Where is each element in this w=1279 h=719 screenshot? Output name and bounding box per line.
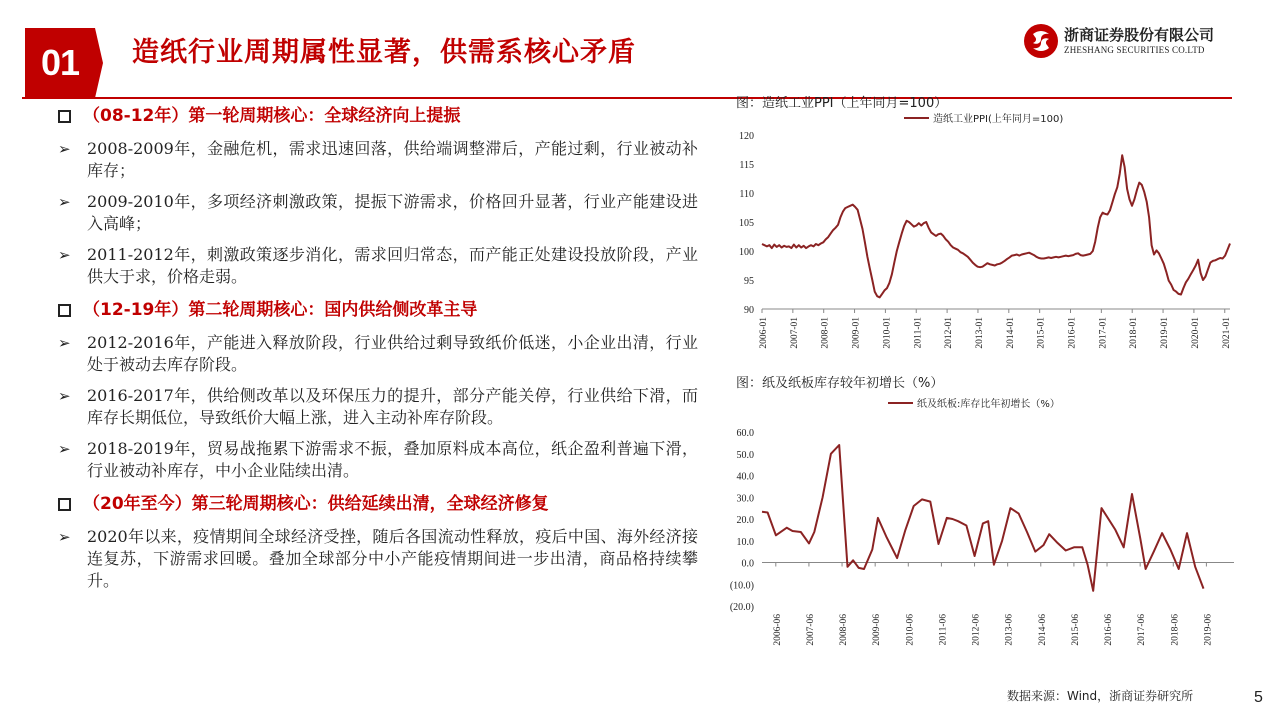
x-tick-label: 2019-06 xyxy=(1203,614,1214,646)
y-tick-label: 105 xyxy=(739,218,754,229)
arrow-bullet-icon: ➢ xyxy=(58,334,71,352)
x-tick-label: 2015-06 xyxy=(1070,614,1081,646)
checkbox-square-icon xyxy=(58,110,71,123)
arrow-bullet-icon: ➢ xyxy=(58,528,71,546)
bullet-item: ➢ 2011-2012年，刺激政策逐步消化，需求回归常态，而产能正处建设投放阶段，产业供大于求，价格走弱。 xyxy=(58,245,698,286)
x-tick-label: 2014-01 xyxy=(1005,317,1016,349)
x-tick-label: 2013-01 xyxy=(974,317,985,349)
y-tick-label: 95 xyxy=(744,276,754,287)
x-tick-label: 2017-06 xyxy=(1137,614,1148,646)
section-heading-2: （12-19年）第二轮周期核心：国内供给侧改革主导 xyxy=(58,297,698,323)
series-line xyxy=(762,445,1204,591)
checkbox-square-icon xyxy=(58,498,71,511)
y-tick-label: 115 xyxy=(739,160,754,171)
logo-company-name-en: ZHESHANG SECURITIES CO.LTD xyxy=(1064,44,1205,55)
x-tick-label: 2009-06 xyxy=(872,614,883,646)
x-tick-label: 2011-06 xyxy=(938,614,949,646)
bullet-item: ➢ 2012-2016年，产能进入释放阶段，行业供给过剩导致纸价低迷，小企业出清，行业处于被动去库存阶段。 xyxy=(58,333,698,374)
page-number: 5 xyxy=(1254,689,1263,706)
company-logo xyxy=(1024,24,1214,58)
y-tick-label: (10.0) xyxy=(729,580,754,592)
bullet-item: ➢ 2016-2017年，供给侧改革以及环保压力的提升，部分产能关停，行业供给下滑，而库存长期低位，导致纸价大幅上涨，进入主动补库存阶段。 xyxy=(58,386,698,427)
y-tick-label: 90 xyxy=(744,305,754,316)
x-tick-label: 2008-06 xyxy=(839,614,850,646)
x-tick-label: 2015-01 xyxy=(1036,317,1047,349)
y-tick-label: 120 xyxy=(739,131,754,142)
y-tick-label: 0.0 xyxy=(741,558,754,570)
x-tick-label: 2007-06 xyxy=(805,614,816,646)
chart-1-title: 图：造纸工业PPI（上年同月=100） xyxy=(736,96,948,111)
y-tick-label: 60.0 xyxy=(736,428,754,439)
text-content xyxy=(58,103,698,601)
x-tick-label: 2010-06 xyxy=(905,614,916,646)
page-title: 造纸行业周期属性显著，供需系核心矛盾 xyxy=(132,37,636,68)
data-source-note: 数据来源：Wind，浙商证券研究所 xyxy=(1007,689,1194,703)
y-tick-label: 20.0 xyxy=(736,515,754,526)
x-tick-label: 2010-01 xyxy=(882,317,893,349)
x-tick-label: 2017-01 xyxy=(1098,317,1109,349)
checkbox-square-icon xyxy=(58,304,71,317)
x-tick-label: 2018-06 xyxy=(1170,614,1181,646)
x-tick-label: 2012-06 xyxy=(971,614,982,646)
header-divider xyxy=(22,97,1232,99)
x-tick-label: 2011-01 xyxy=(913,317,924,349)
logo-company-name-cn: 浙商证券股份有限公司 xyxy=(1064,25,1215,44)
x-tick-label: 2021-01 xyxy=(1221,317,1232,349)
x-tick-label: 2008-01 xyxy=(820,317,831,349)
chart-2-legend: 纸及纸板:库存比年初增长（%） xyxy=(888,395,1060,410)
x-tick-label: 2016-06 xyxy=(1104,614,1115,646)
legend-line-icon xyxy=(888,402,913,404)
arrow-bullet-icon: ➢ xyxy=(58,246,71,264)
bullet-item: ➢ 2018-2019年，贸易战拖累下游需求不振，叠加原料成本高位，纸企盈利普遍下滑，行业被动补库存，中小企业陆续出清。 xyxy=(58,439,698,480)
x-tick-label: 2020-01 xyxy=(1190,317,1201,349)
section-heading-1: （08-12年）第一轮周期核心：全球经济向上提振 xyxy=(58,103,698,129)
x-tick-label: 2006-06 xyxy=(772,614,783,646)
logo-icon xyxy=(1024,24,1058,58)
x-tick-label: 2014-06 xyxy=(1037,614,1048,646)
chart-2-title: 图：纸及纸板库存较年初增长（%） xyxy=(736,376,944,391)
x-tick-label: 2012-01 xyxy=(944,317,955,349)
arrow-bullet-icon: ➢ xyxy=(58,193,71,211)
x-tick-label: 2018-01 xyxy=(1129,317,1140,349)
x-tick-label: 2013-06 xyxy=(1004,614,1015,646)
y-tick-label: 110 xyxy=(739,189,754,200)
chart-ppi xyxy=(720,125,1240,365)
y-tick-label: 10.0 xyxy=(736,536,754,548)
y-tick-label: 30.0 xyxy=(736,493,754,505)
bullet-item: ➢ 2009-2010年，多项经济刺激政策，提振下游需求，价格回升显著，行业产能建设进入高峰； xyxy=(58,192,698,233)
x-tick-label: 2009-01 xyxy=(851,317,862,349)
bullet-item: ➢ 2008-2009年，金融危机，需求迅速回落，供给端调整滞后，产能过剩，行业被动补库存； xyxy=(58,139,698,180)
y-tick-label: 100 xyxy=(739,247,754,258)
arrow-bullet-icon: ➢ xyxy=(58,440,71,458)
bullet-item: ➢ 2020年以来，疫情期间全球经济受挫，随后各国流动性释放，疫后中国、海外经济接连复苏，下游需求回暖。叠加全球部分中小产能疫情期间进一步出清，商品格持续攀升。 xyxy=(58,527,698,590)
y-tick-label: 50.0 xyxy=(736,449,754,461)
x-tick-label: 2016-01 xyxy=(1067,317,1078,349)
chart-inventory xyxy=(720,422,1240,664)
section-number-badge xyxy=(25,28,95,98)
arrow-bullet-icon: ➢ xyxy=(58,387,71,405)
legend-line-icon xyxy=(904,117,929,119)
x-tick-label: 2007-01 xyxy=(789,317,800,349)
x-tick-label: 2006-01 xyxy=(759,317,769,349)
section-heading-3: （20年至今）第三轮周期核心：供给延续出清，全球经济修复 xyxy=(58,491,698,517)
y-tick-label: (20.0) xyxy=(729,602,754,613)
section-number: 01 xyxy=(40,42,80,83)
x-tick-label: 2019-01 xyxy=(1160,317,1171,349)
y-tick-label: 40.0 xyxy=(736,471,754,483)
series-line xyxy=(762,155,1230,297)
arrow-bullet-icon: ➢ xyxy=(58,140,71,158)
chart-1-legend: 造纸工业PPI(上年同月=100) xyxy=(904,110,1063,125)
